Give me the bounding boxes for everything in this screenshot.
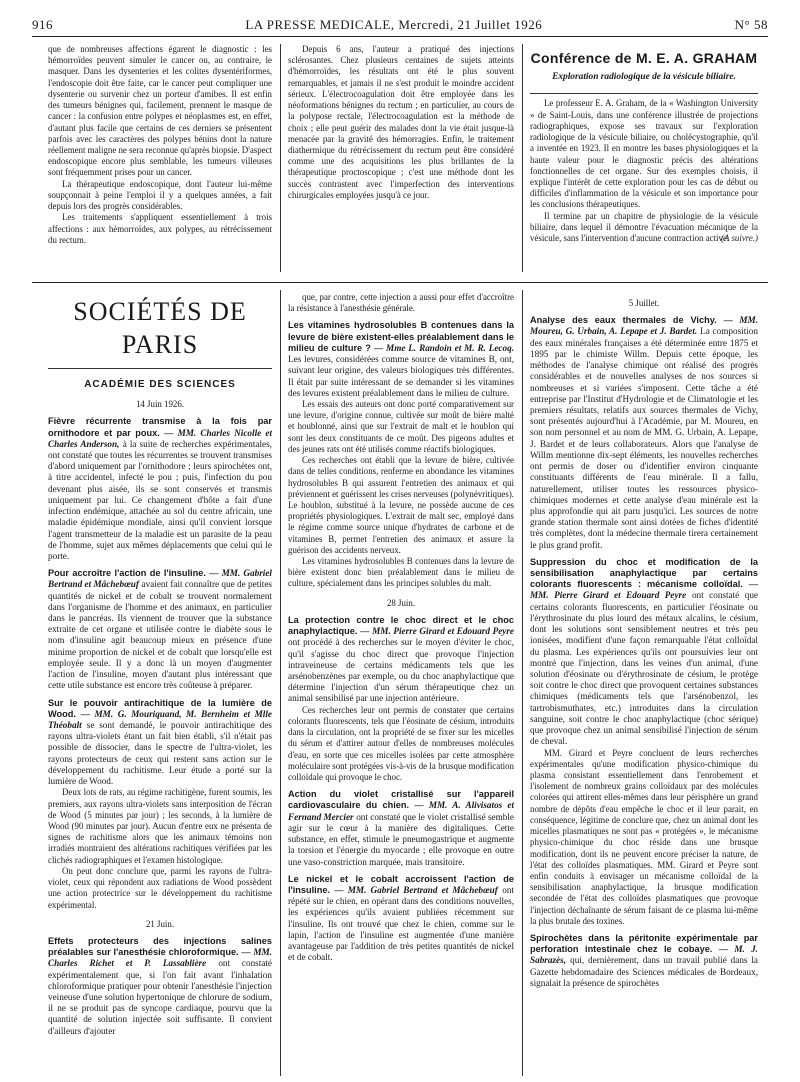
- article-title: La protection contre le choc direct et le choc anaphylactique.: [288, 614, 514, 637]
- paragraph: La thérapeutique endoscopique, dont l'auteur lui-même soupçonnait à peine l'emploi il y a quelques années, a fait depuis lors des progrès considérables.: [48, 178, 272, 212]
- article-heading: [48, 416, 272, 562]
- article-authors: — MM. Gabriel Bertrand et Mâchebœuf: [48, 568, 272, 590]
- article-authors: — MM. Moureu, G. Urbain, A. Lepape et J. Bardet.: [530, 315, 758, 337]
- article-text: ont répété sur le chien, en opérant dans des conditions nouvelles, les expériences qu'ils avaient publiées récemment sur l'insuline. Ils ont trouvé que chez le chien, comme sur le lapin, l'action de l'insuline est augmentée d'une manière avantageuse par l'addition de très petites quantités de nickel et de cobalt.: [288, 884, 514, 963]
- article-authors: — M. J. Sabrazès,: [530, 944, 758, 966]
- article-title: Effets protecteurs des injections salines préalables sur l'anesthésie chloroformique.: [48, 935, 272, 958]
- societes-column-2: [288, 292, 514, 1078]
- article-heading: [48, 936, 272, 1037]
- session-date: 21 Juin.: [145, 918, 175, 929]
- paragraph: On peut donc conclure que, parmi les rayons de l'ultra-violet, ceux qui répondent aux radiations de Wood possèdent une action protectrice sur le développement du rachitisme expérimental.: [48, 865, 272, 910]
- column-divider: [522, 290, 523, 1076]
- article-title: Suppression du choc et modification de la sensibilisation anaphylactique par certains colorants fluorescents : mécanisme colloïdal.: [530, 556, 758, 590]
- societes-column-1: [48, 288, 272, 1078]
- column-divider: [522, 44, 523, 272]
- paragraph: Deux lots de rats, au régime rachitigène, furent soumis, les premiers, aux rayons ultra-violets sans interposition de l'écran de Wood (5 minutes par jour) ; les seconds, à la lumière de Wood (90 minutes par jour). Aucun d'entre eux ne présenta de signes de rachitisme alors que les animaux témoins non irradiés montraient des altérations rachitiques vérifiées par les clichés radiographiques et l'examen histologique.: [48, 787, 272, 865]
- article-authors: — MM. Pierre Girard et Edouard Peyre: [530, 579, 758, 601]
- column-1-tail: [48, 936, 272, 1037]
- academy-heading: ACADÉMIE DES SCIENCES: [84, 378, 236, 390]
- article-heading: [530, 315, 758, 551]
- article-heading: [530, 557, 758, 748]
- article-authors: — MM. Gabriel Bertrand et Mâchebœuf: [334, 884, 498, 895]
- article-heading: [48, 568, 272, 691]
- column-divider: [280, 44, 281, 272]
- article-heading: [48, 698, 272, 788]
- article-title: Les vitamines hydrosolubles B contenues dans la levure de bière existent-elles préalablement dans le milieu de culture ?: [288, 320, 514, 353]
- article-authors: — Mme L. Randoin et M. R. Lecoq.: [374, 342, 514, 353]
- column-2-articles: [288, 292, 514, 590]
- article-title: Pour accroître l'action de l'insuline.: [48, 568, 206, 579]
- paragraph: Les vitamines hydrosolubles B contenues dans la levure de bière existent donc bien préalablement dans le milieu de culture, spécialement dans les principes solubles du malt.: [288, 556, 514, 589]
- article-heading: [288, 615, 514, 705]
- top-column-2: [288, 44, 514, 276]
- article-authors: — MM. Charles Richet et P. Lassablière: [48, 947, 272, 969]
- paragraph: Il termine par un chapitre de physiologie de la vésicule biliaire, dans lequel il démontre l'évacuation mécanique de la vésicule, sans l'intervention d'aucune contraction active.: [530, 210, 758, 244]
- article-authors: — MM. G. Mouriquand, M. Bernheim et Mlle Théobalt: [48, 708, 272, 730]
- article-text: qui, dernièrement, dans un travail publié dans la Gazette hebdomadaire des Sciences médicales de Bordeaux, signalait la présence de spirochètes: [530, 955, 758, 988]
- article-text: se sont demandé, le pouvoir antirachitique des rayons ultra-violets étant un fait bien établi, s'il n'était pas possible de dissocier, dans le spectre de l'ultra-violet, les rayons protecteurs de ceux qui restent sans action sur le développement du rachitisme. Leur étude a porté sur la lumière de Wood.: [48, 720, 272, 787]
- paragraph: Le professeur E. A. Graham, de la « Washington University » de Saint-Louis, dans une conférence illustrée de projections radiographiques, expose ses travaux sur l'exploration radiologique de la vésicule biliaire, ou cholécystographie, qu'il a inventée en 1923. Il en montre les bases physiologiques et la haute valeur pour le diagnostic précis des altérations fonctionnelles de cet organe. Sur des exemples choisis, il explique l'intérêt de cette exploration pour les cas de début ou difficiles d'inflammation de la vésicule et son importance pour les conclusions thérapeutiques.: [530, 98, 758, 210]
- article-text: ont constaté que certains colorants fluorescents, en particulier l'éosinate ou l'érythrosinate du plus lourd des métaux alcalins, le césium, dont les solutions sont sensiblement neutres et très peu ionisées, modifient d'une façon remarquable l'état colloïdal du plasma. Les expériences qu'ils ont poursuivies leur ont montré que l'injection, dans les veines d'un animal, d'une solution d'éosinate ou d'érythrosinate de césium, le protège soit contre le choc direct que provoquent certaines substances chimiques (médicaments tels que l'arsénobenzol, les tartrobismuthates, etc.) introduites dans la circulation sanguine, soit contre le choc anaphylactique (choc sérique) que provoque chez un animal sensibilisé l'injection de sérum de cheval.: [530, 590, 758, 747]
- page-number: 916: [32, 17, 53, 32]
- paragraph: que, par contre, cette injection a aussi pour effet d'accroître la résistance à l'anesthésie générale.: [288, 292, 514, 314]
- article-title: Le nickel et le cobalt accroissent l'action de l'insuline.: [288, 873, 514, 895]
- article-title: Fièvre récurrente transmise à la fois par ornithodore et par poux.: [48, 416, 272, 438]
- page-header: [32, 14, 768, 37]
- paragraph: Ces recherches leur ont permis de constater que certains colorants fluorescents, tels que l'éosinate de césium, introduits dans la circulation, ont la propriété de se fixer sur les micelles du sérum et d'attirer autour d'elles de nombreuses molécules d'eau, en sorte que ces micelles isolées par cette atmosphère moléculaire sont protégées vis-à-vis de la brusque modification colloïdale qui provoque le choc.: [288, 704, 514, 782]
- conference-body: [530, 98, 758, 244]
- article-title: Action du violet cristallisé sur l'appareil cardiovasculaire du chien.: [288, 789, 514, 811]
- paragraph: MM. Girard et Peyre concluent de leurs recherches expérimentales qu'une modification physico-chimique du plasma consistant essentiellement dans l'enrobement et l'isolement de nombreux grains colloïdaux par des molécules colorées qui attirent elles-mêmes dans leur périsphère un grand nombre de dépôts d'eau empêche le choc et il leur parait, en conséquence, légitime de conclure que, chez un animal dont les micelles plasmatiques ne sont pas « protégées », le mécanisme physico-chimique du choc réside dans une brusque modification, dont ils ne peuvent encore préciser la nature, de l'état des colloïdes plasmatiques. MM. Girard et Peyre sont enfin conduits à envisager un mécanisme colloïdal de la sensibilisation anaphylactique, la brusque modification secondée de l'état des colloïdes plasmatiques que provoque l'injection déchaînante de sérum faisant de ce plasma lui-même la plus brutale des toxines.: [530, 747, 758, 926]
- article-text: La composition des eaux minérales françaises a été déterminée entre 1875 et 1895 par le chimiste Willm. Depuis cette époque, les méthodes de l'analyse chimique ont réalisé des progrès considérables et de nouvelles analyses de nos sources si nombreuses et si variées s'imposent. Cette tâche a été entreprise par l'Institut d'Hydrologie et de Climatologie et les premiers résultats, relatifs aux sources thermales de Vichy, sont présentés aujourd'hui à l'Académie, par M. Moureu, en son nom personnel et au nom de MM. G. Urbain, A. Lepape, J. Bardet et de leurs collaborateurs. Alors que l'analyse de Willm mentionne dix-sept éléments, les nouvelles recherches ont permis de doser ou d'identifier environ cinquante constituants différents de l'eau minérale. Il a fallu, naturellement, utiliser toutes les ressources physico-chimiques modernes et cette analyse d'eau minérale est la plus approfondie qui ait paru jusqu'ici. Les sources de notre grande station thermale sont ainsi dotées de fiches d'identité très complètes, dont la médecine thermale tirera certainement le plus grand profit.: [530, 326, 758, 550]
- session-date: 28 Juin.: [386, 597, 416, 608]
- conference-box: [530, 44, 758, 280]
- article-title: Sur le pouvoir antirachitique de la lumière de Wood.: [48, 697, 272, 719]
- to-be-continued: (A suivre.): [721, 233, 758, 244]
- article-heading: [288, 320, 514, 399]
- paragraph: Les traitements s'appliquent essentiellement à trois affections : aux hémorroïdes, aux polypes, au rétrécissement du rectum.: [48, 212, 272, 245]
- conference-subtitle: Exploration radiologique de la vésicule biliaire.: [530, 72, 758, 95]
- journal-title: LA PRESSE MEDICALE, Mercredi, 21 Juillet 1926: [245, 17, 543, 32]
- session-date: 14 Juin 1926.: [135, 399, 185, 410]
- issue-number: N° 58: [734, 17, 768, 32]
- paragraph: Ces recherches ont établi que la levure de bière, cultivée dans de telles conditions, renferme en abondance les vitamines hydrosolubles B qui assurent l'entretien des animaux et qui préviennent et guérissent les crises nerveuses (polynévritiques). Le houblon, substitué à la levure, ne possède aucune de ces propriétés physiologiques. L'extrait de malt sec, employé dans le régime comme source unique d'hydrates de carbone et de vitamines B, permet l'entretien des animaux et assure la guérison des accidents nerveux.: [288, 455, 514, 555]
- article-text: ont constaté expérimentalement que, si l'on fait avant l'inhalation chloroformique pratiquer pour obtenir l'anesthésie l'injection veineuse d'une solution hypertonique de chlorure de sodium, il ne se produit pas de syncope cardiaque, pourvu que la quantité de solution injectée soit suffisante. Il convient d'ailleurs d'ajouter: [48, 958, 272, 1036]
- conference-title: Conférence de M. E. A. GRAHAM: [530, 50, 758, 66]
- column-2-tail: [288, 615, 514, 964]
- societes-column-3: [530, 292, 758, 1078]
- societes-title: SOCIÉTÉS DE PARIS: [73, 297, 247, 359]
- column-1-articles: [48, 416, 272, 910]
- article-text: ont constaté que le violet cristallisé semble agir sur le cœur à la manière des digitaliques. Cette substance, en effet, stimule le pneumogastrique et augmente la torsion et l'énergie du myocarde ; elle provoque en outre une vaso-constriction marquée, mais transitoire.: [288, 811, 514, 867]
- article-text: avaient fait connaître que de petites quantités de nickel et de cobalt se trouvent normalement dans l'organisme de l'homme et des animaux, en particulier dans le pancréas. Ils viennent de trouver que la substance extraite de cet organe et utilisée contre le diabète sous le nom d'insuline agit beaucoup mieux en présence d'une minime proportion de nickel et de cobalt que lorsqu'elle est employée seule. Il y a donc là un moyen d'augmenter l'action de l'insuline, moyen d'autant plus intéressant que cette utile substance est encore très coûteuse à préparer.: [48, 579, 272, 691]
- article-text: à la suite de recherches expérimentales, ont constaté que toutes les récurrentes se trouvent transmises d'abord uniquement par l'ornithodore ; leurs spirochètes ont, à titre accidentel, infecté le pou ; puis, l'infection du pou devenant plus aisée, ils se sont conservés et transmis uniquement par lui. Ce changement d'hôte a fait d'une infection endémique, attachée au sol du centre africain, une maladie épidémique mondiale, ainsi qu'il convient lorsque l'agent transmetteur de la maladie est un parasite de la peau de l'homme, sujet aux mêmes déplacements que celui qui le porte.: [48, 438, 272, 561]
- session-date: 5 Juillet.: [628, 298, 660, 308]
- article-text: Les levures, considérées comme source de vitamines B, ont, suivant leur origine, des valeurs biologiques très différentes. Il était par suite intéressant de se demander si les vitamines des levures existent préalablement dans le milieu de culture.: [288, 354, 514, 398]
- paragraph: Depuis 6 ans, l'auteur a pratiqué des injections sclérosantes. Chez plusieurs centaines de sujets atteints d'hémorroïdes, les résultats ont été le plus souvent remarquables, et jamais il ne s'est produit le moindre accident sérieux. L'électrocoagulation doit être employée dans les néoformations bénignes du rectum ; en particulier, au cours de la polypose rectale, l'électrocoagulation est la méthode de choix ; elle peut guérir des malades dont la vie était jusque-là menacée par la gravité des hémorragies. Enfin, le traitement diathermique du rétrécissement du rectum peut être considéré comme une des acquisitions les plus brillantes de la thérapeutique proctoscopique ; c'est une méthode dont les succès contrastent avec l'imperfection des interventions chirurgicales employées jusqu'à ce jour.: [288, 44, 514, 200]
- article-text: ont procédé à des recherches sur le moyen d'éviter le choc, qu'il s'agisse du choc direct que provoque l'injection intraveineuse de certains médicaments tels que les arsénobenzènes par exemple, ou du choc anaphylactique que détermine l'injection d'un sérum thérapeutique chez un animal sensibilisé par une injection antérieure.: [288, 637, 514, 704]
- top-column-1: [48, 44, 272, 276]
- article-authors: — MM. A. Alivisatos et Fernand Mercier: [288, 800, 514, 822]
- article-authors: — MM. Pierre Girard et Edouard Peyre: [360, 626, 514, 637]
- article-authors: — MM. Charles Nicolle et Charles Anderson,: [48, 427, 272, 449]
- title-rule: [48, 368, 272, 369]
- article-heading: [530, 933, 758, 989]
- section-rule: [32, 282, 768, 283]
- article-heading: [288, 789, 514, 868]
- paragraph: que de nombreuses affections égarent le diagnostic : les hémorroïdes peuvent simuler le cancer ou, au contraire, le masquer. Dans les dysenteries et les colites dysentériformes, l'endoscopie doit être faite, car le cancer peut compliquer une dysenterie ou survenir chez un porteur d'amibes. Il est enfin des tumeurs bénignes qui, facilement, prennent le masque de cancer : la confusion entre polypes et néoplasmes est, en effet, d'autant plus facile que certains de ces derniers se présentent parfois avec les caractères des polypes bénins dont la nature réellement maligne ne sera reconnue qu'après biopsie. D'aspect endoscopique encore plus semblable, les tumeurs villeuses sont fréquemment prises pour un cancer.: [48, 44, 272, 178]
- article-title: Analyse des eaux thermales de Vichy.: [530, 315, 717, 326]
- column-divider: [280, 290, 281, 1076]
- article-title: Spirochètes dans la péritonite expérimentale par perforation intestinale chez le cobaye.: [530, 933, 758, 955]
- article-heading: [288, 874, 514, 964]
- paragraph: Les essais des auteurs ont donc porté comparativement sur une levure, d'origine connue, cultivée sur moût de bière malté et houblonné, ainsi que sur l'extrait de malt et le houblon qui sont les deux constituants de ce moût. Des pigeons adultes et des jeunes rats ont été utilisés comme réactifs biologiques.: [288, 398, 514, 454]
- column-3-articles: [530, 315, 758, 989]
